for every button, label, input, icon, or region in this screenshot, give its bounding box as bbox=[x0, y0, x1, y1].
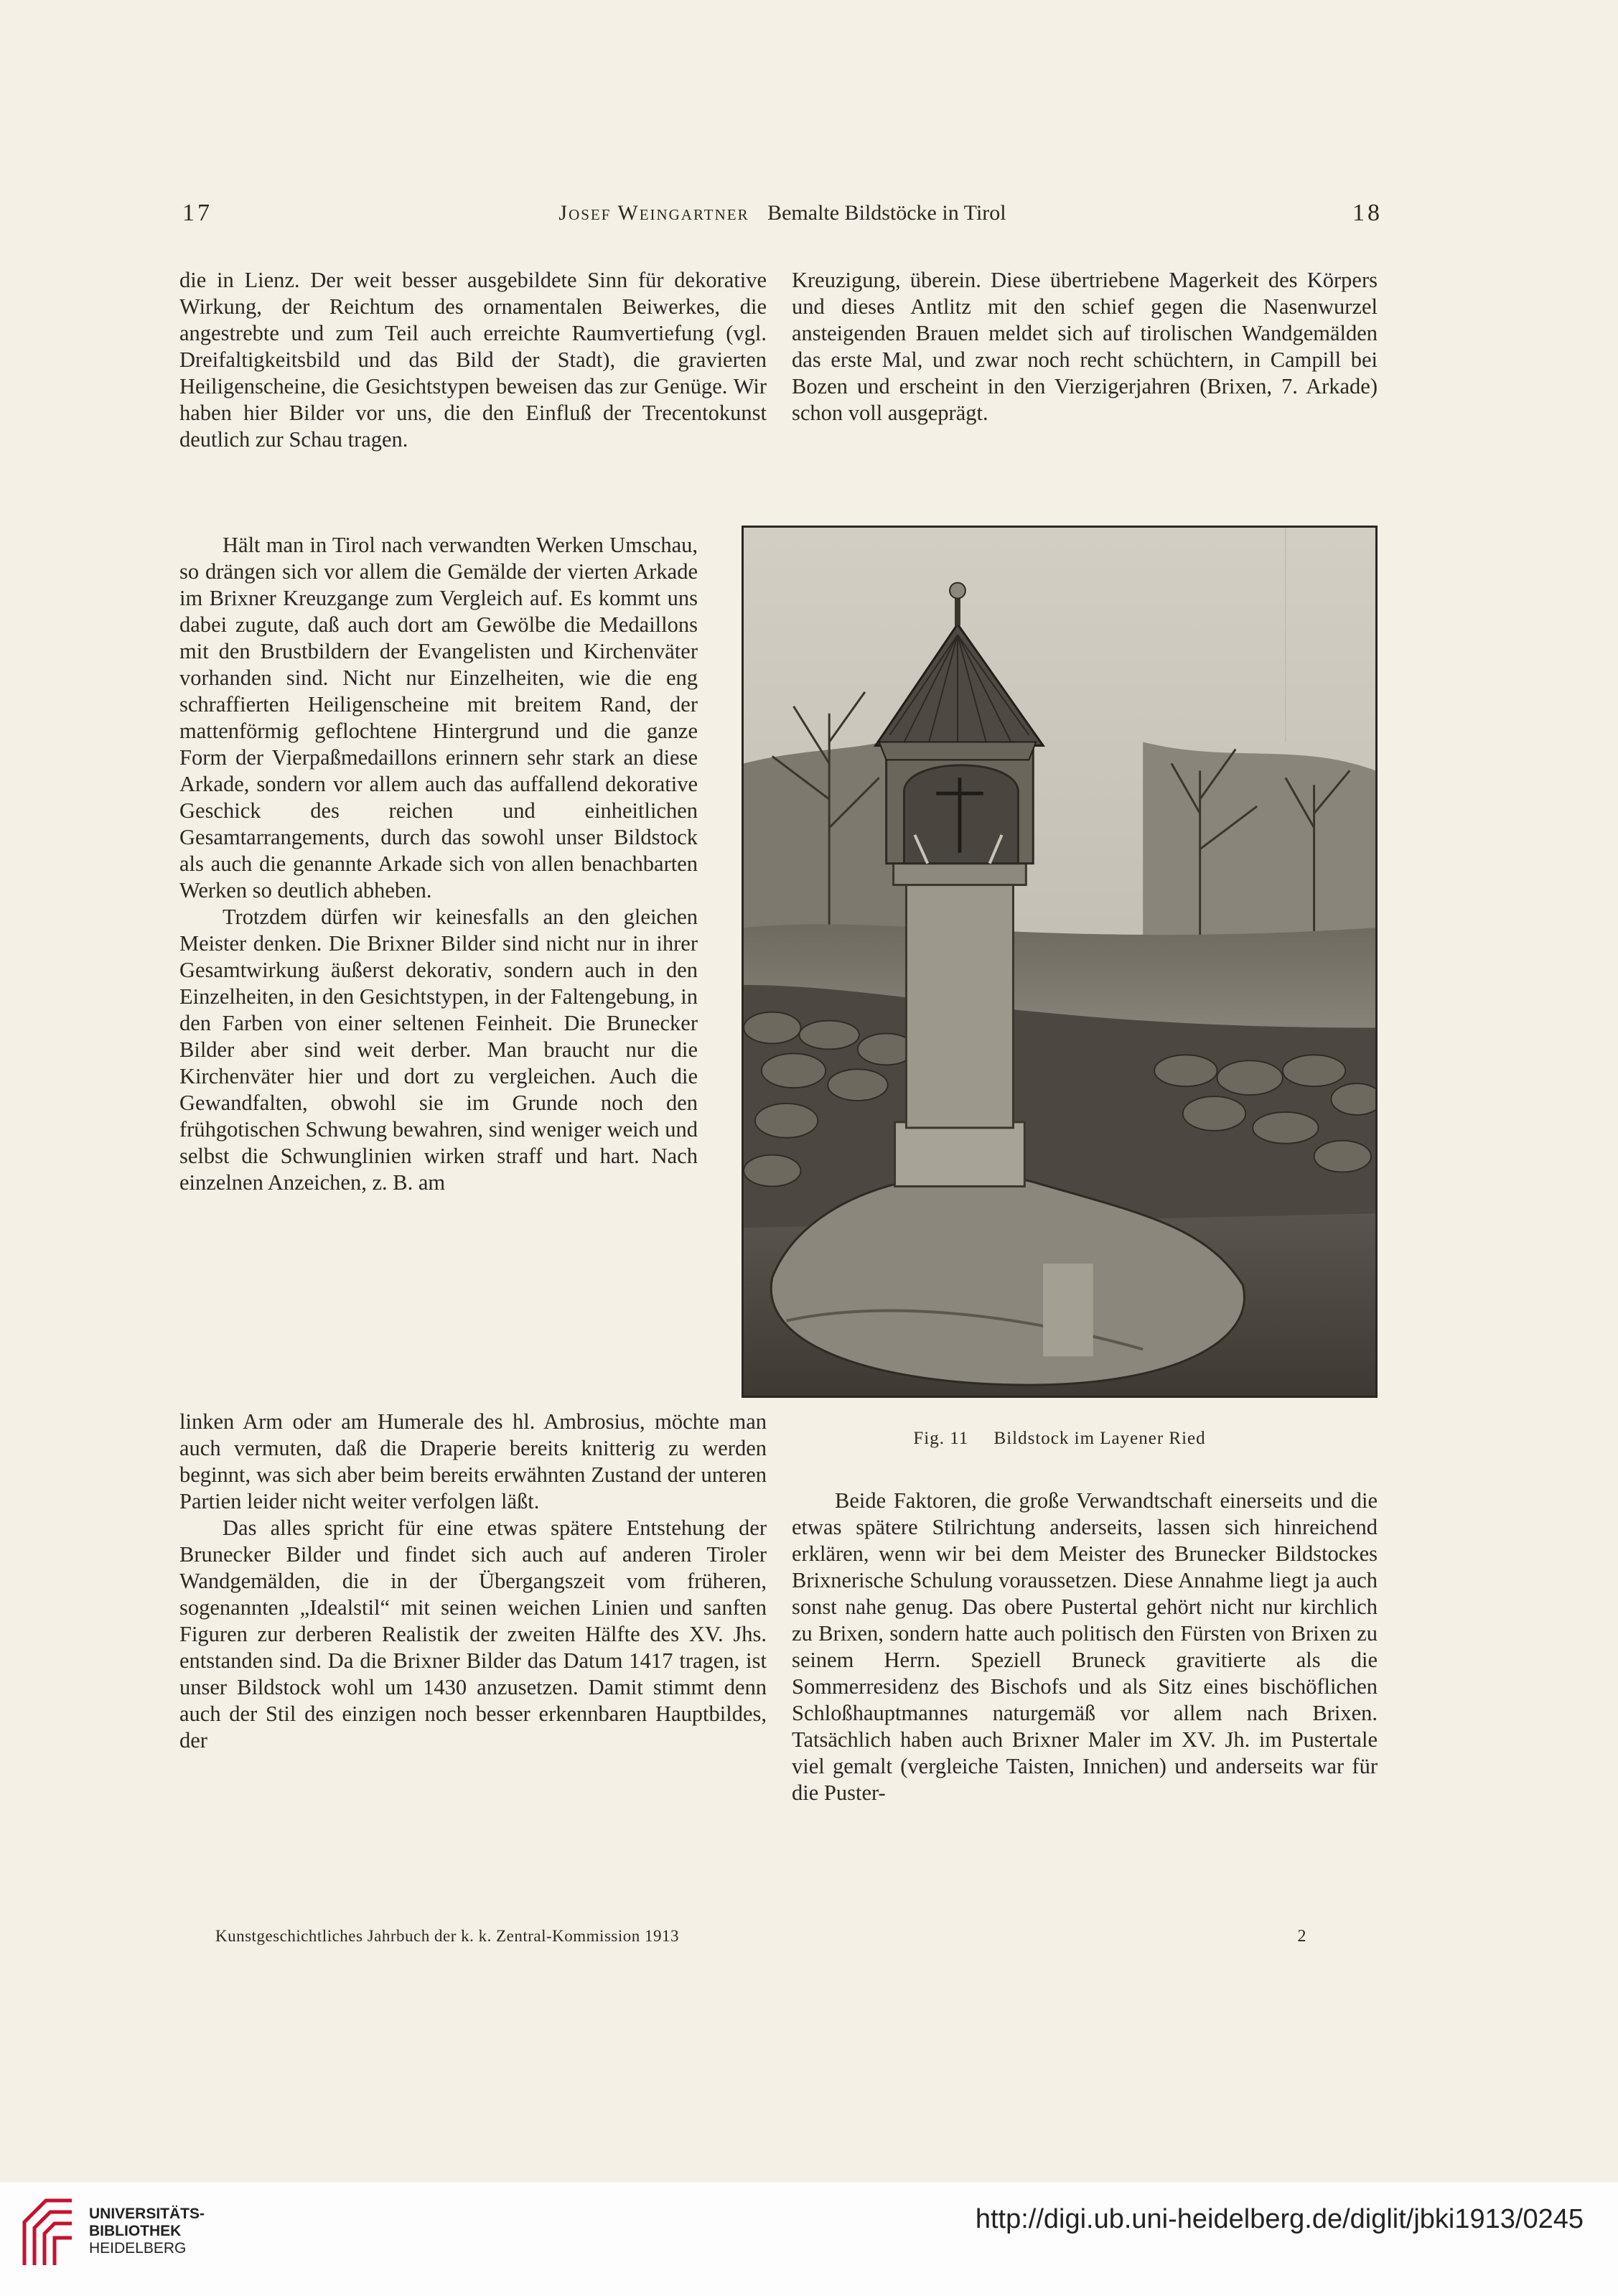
paragraph: die in Lienz. Der weit besser ausgebildete Sinn für dekorative Wirkung, der Reichtum des ornamentalen Beiwerkes, die angestrebte und zum Teil auch erreichte Raumvertiefung (vgl. Dreifaltigkeitsbild und das Bild der Stadt), die gravierten Heiligenscheine, die Gesichtstypen beweisen das zur Genüge. Wir haben hier Bilder vor uns, die den Einfluß der Trecentokunst deutlich zur Schau tragen. bbox=[179, 268, 767, 452]
page-number-right: 18 bbox=[1352, 200, 1383, 226]
paragraph: Hält man in Tirol nach verwandten Werken Umschau, so drängen sich vor allem die Gemälde der vierten Arkade im Brixner Kreuzgange zum Vergleich auf. Es kommt uns dabei zugute, daß auch dort am Gewölbe die Medaillons mit den Brustbildern der Evangelisten und Kirchenväter vorhanden sind. Nicht nur Einzelheiten, wie die eng schraffierten Heiligenscheine mit breitem Rand, der mattenförmig geflochtene Hintergrund und die ganze Form der Vierpaßmedaillons erinnern sehr stark an diese Arkade, sondern vor allem auch das auffallend dekorative Geschick des reichen und einheitlichen Gesamtarrangements, durch das sowohl unser Bildstock als auch die genannte Arkade sich von allen benachbarten Werken so deutlich abheben. bbox=[179, 533, 698, 902]
library-name-line3: HEIDELBERG bbox=[89, 2240, 187, 2257]
running-header bbox=[182, 200, 1383, 237]
paragraph: Trotzdem dürfen wir keinesfalls an den gleichen Meister denken. Die Brixner Bilder sind nicht nur in ihrer Gesamtwirkung äußerst dekorativ, sondern auch in den Einzelheiten, in den Gesichtstypen, in der Faltengebung, in den Farben von einer seltenen Feinheit. Die Brunecker Bilder aber sind weit derber. Man braucht nur die Kirchenväter hier und dort zu vergleichen. Auch die Gewandfalten, obwohl sie im Grunde noch den frühgotischen Schwung bewahren, sind weniger weich und selbst die Schwunglinien wirken straff und hart. Nach einzelnen Anzeichen, z. B. am bbox=[179, 905, 698, 1195]
digital-library-url[interactable]: http://digi.ub.uni-heidelberg.de/diglit/jbki1913/0245 bbox=[975, 2204, 1584, 2234]
figure-caption bbox=[742, 1429, 1378, 1449]
figure-photo-wayside-shrine bbox=[742, 526, 1378, 1398]
paragraph: linken Arm oder am Humerale des hl. Ambrosius, möchte man auch vermuten, daß die Draperie bereits knitterig zu werden beginnt, was sich aber beim bereits erwähnten Zustand der unteren Partien leider nicht weiter verfolgen läßt. bbox=[179, 1409, 767, 1513]
left-column-beside-figure bbox=[179, 532, 698, 1196]
right-column-bottom bbox=[792, 1488, 1378, 1806]
footer-journal: Kunstgeschichtliches Jahrbuch der k. k. Zentral-Kommission 1913 bbox=[215, 1927, 679, 1945]
paragraph: Kreuzigung, überein. Diese übertriebene Magerkeit des Körpers und dieses Antlitz mit den schief gegen die Nasenwurzel ansteigenden Brauen meldet sich auf tirolischen Wandgemälden das erste Mal, und zwar noch recht schüchtern, in Campill bei Bozen und erscheint in den Vierzigerjahren (Brixen, 7. Arkade) schon voll ausgeprägt. bbox=[792, 268, 1378, 425]
footer-signature: 2 bbox=[1297, 1927, 1306, 1946]
left-column-bottom bbox=[179, 1409, 767, 1754]
figure-number: Fig. 11 bbox=[913, 1429, 969, 1448]
library-logo-icon bbox=[17, 2193, 79, 2272]
library-name-line2: BIBLIOTHEK bbox=[89, 2223, 182, 2239]
header-author: Josef Weingartner bbox=[558, 201, 749, 225]
library-name-line1: UNIVERSITÄTS- bbox=[89, 2206, 205, 2222]
header-title: Bemalte Bildstöcke in Tirol bbox=[767, 201, 1006, 225]
page-number-left: 17 bbox=[182, 200, 212, 226]
left-column-top bbox=[179, 267, 767, 453]
right-column-top bbox=[792, 267, 1378, 426]
paragraph: Beide Faktoren, die große Verwandtschaft einerseits und die etwas spätere Stilrichtung anderseits, lassen sich hinreichend erklären, wenn wir bei dem Meister des Brunecker Bildstockes Brixnerische Schulung voraussetzen. Diese Annahme liegt ja auch sonst nahe genug. Das obere Pustertal gehört nicht nur kirchlich zu Brixen, sondern hatte auch politisch den Fürsten von Brixen zu seinem Herrn. Speziell Bruneck gravitierte als die Sommerresidenz des Bischofs und als Sitz eines bischöflichen Schloßhauptmannes naturgemäß vor allem nach Brixen. Tatsächlich haben auch Brixner Maler im XV. Jh. im Pustertale viel gemalt (vergleiche Taisten, Innichen) und anderseits war für die Puster- bbox=[792, 1488, 1378, 1805]
library-name bbox=[89, 2206, 205, 2257]
paragraph: Das alles spricht für eine etwas spätere Entstehung der Brunecker Bilder und findet sich auch auf anderen Tiroler Wandgemälden, die in der Übergangszeit vom früheren, sogenannten „Idealstil“ mit seinen weichen Linien und sanften Figuren zur derberen Realistik der zweiten Hälfte des XV. Jhs. entstanden sind. Da die Brixner Bilder das Datum 1417 tragen, ist unser Bildstock wohl um 1430 anzusetzen. Damit stimmt denn auch der Stil des einzigen noch besser erkennbaren Hauptbildes, der bbox=[179, 1516, 767, 1753]
figure-caption-text: Bildstock im Layener Ried bbox=[993, 1429, 1206, 1448]
digitization-bar bbox=[0, 2183, 1618, 2296]
